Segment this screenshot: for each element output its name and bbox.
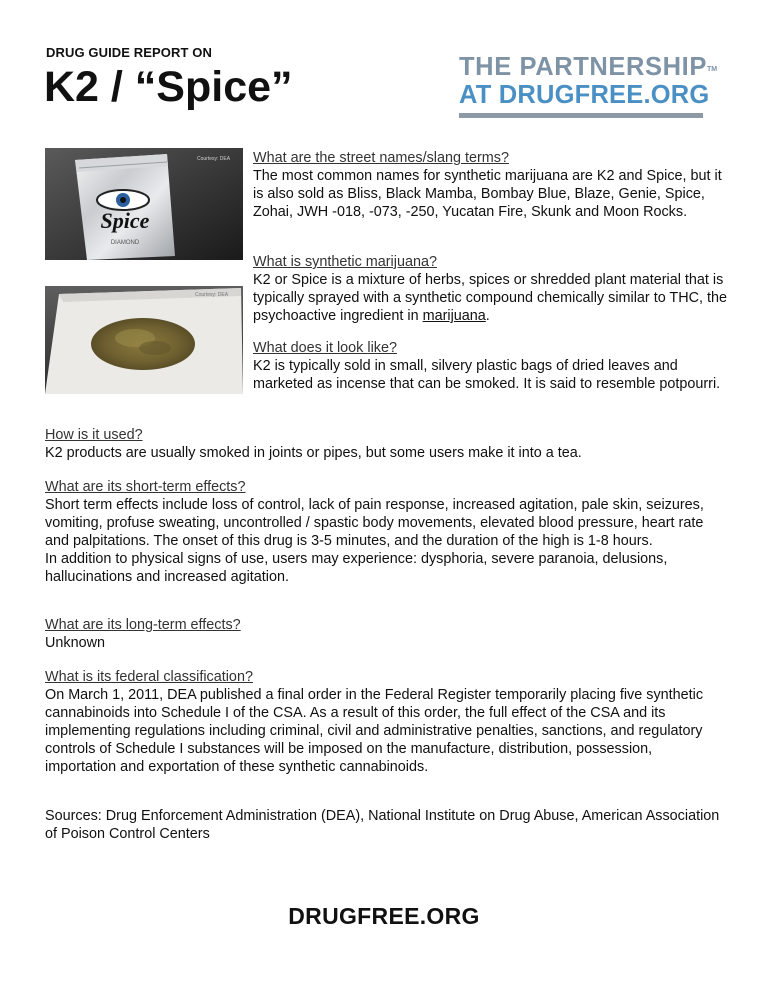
logo-line-2 <box>459 81 709 110</box>
section-federal-classification <box>45 668 725 776</box>
report-kicker: DRUG GUIDE REPORT ON <box>46 45 212 60</box>
answer-short-term-2: In addition to physical signs of use, users may experience: dysphoria, severe paranoia, delusions, hallucinations and increased agitation. <box>45 551 668 585</box>
answer-federal-classification: On March 1, 2011, DEA published a final order in the Federal Register temporarily placing five synthetic cannabinoids into Schedule I of the CSA. As a result of this order, the full effect of the CSA and its implementing regulations including criminal, civil and administrative penalties, sanctions, and regulatory controls of Schedule I substances will be imposed on the manufacture, distribution, possession, importation and exportation of these synthetic cannabinoids. <box>45 687 704 775</box>
page-title: K2 / “Spice” <box>44 63 293 111</box>
section-long-term <box>45 616 725 652</box>
photo2-credit: Courtesy: DEA <box>195 292 229 298</box>
marijuana-link[interactable]: marijuana <box>422 308 486 324</box>
section-short-term <box>45 478 725 586</box>
question-street-names: What are the street names/slang terms? <box>253 150 509 166</box>
logo-line-1-text: THE PARTNERSHIP <box>459 53 707 81</box>
logo-underline-bar <box>459 113 703 118</box>
answer-look-like: K2 is typically sold in small, silvery plastic bags of dried leaves and marketed as incense that can be smoked. It is said to resemble potpourri. <box>253 358 721 392</box>
question-federal-classification: What is its federal classification? <box>45 669 253 685</box>
question-how-used: How is it used? <box>45 427 143 443</box>
herb-pile-photo <box>45 286 243 394</box>
answer-street-names: The most common names for synthetic marijuana are K2 and Spice, but it is also sold as Bliss, Black Mamba, Bombay Blue, Blaze, Genie, Spice, Zohai, JWH -018, -073, -250, Yucatan Fire, Skunk and Moon Rocks. <box>253 168 722 220</box>
logo-trademark: TM <box>706 66 718 73</box>
question-long-term: What are its long-term effects? <box>45 617 241 633</box>
question-short-term: What are its short-term effects? <box>45 479 246 495</box>
answer-synthetic-marijuana <box>253 271 728 325</box>
photo1-credit: Courtesy: DEA <box>197 156 231 162</box>
logo-line-2-org: .ORG <box>643 81 710 109</box>
section-street-names <box>253 149 728 221</box>
sources: Sources: Drug Enforcement Administration (DEA), National Institute on Drug Abuse, American Association of Poison Control Centers <box>45 808 720 842</box>
question-synthetic-marijuana: What is synthetic marijuana? <box>253 254 437 270</box>
answer-long-term: Unknown <box>45 635 105 651</box>
packet-sub-text: DIAMOND <box>110 240 140 246</box>
section-synthetic-marijuana <box>253 253 728 325</box>
question-look-like: What does it look like? <box>253 340 397 356</box>
answer-short-term: Short term effects include loss of control, lack of pain response, increased agitation, pale skin, seizures, vomiting, profuse sweating, uncontrolled / spastic body movements, elevated blood pressure, heart rate and palpitations. The onset of this drug is 3-5 minutes, and the duration of the high is 1-8 hours. <box>45 497 704 549</box>
section-look-like <box>253 339 728 393</box>
spice-packet-photo <box>45 148 243 260</box>
logo-line-1 <box>459 53 718 81</box>
answer-synthetic-end: . <box>485 308 490 324</box>
answer-how-used: K2 products are usually smoked in joints or pipes, but some users make it into a tea. <box>45 445 582 461</box>
footer-site-name[interactable]: DRUGFREE.ORG <box>288 903 480 929</box>
packet-brand-text: Spice <box>100 208 150 233</box>
partnership-logo[interactable] <box>459 53 718 118</box>
answer-synthetic-text: K2 or Spice is a mixture of herbs, spices or shredded plant material that is typically sprayed with a synthetic compound chemically similar to THC, the psychoactive ingredient in <box>253 272 728 324</box>
section-how-used <box>45 426 725 462</box>
logo-line-2-text: AT DRUGFREE <box>459 81 644 109</box>
